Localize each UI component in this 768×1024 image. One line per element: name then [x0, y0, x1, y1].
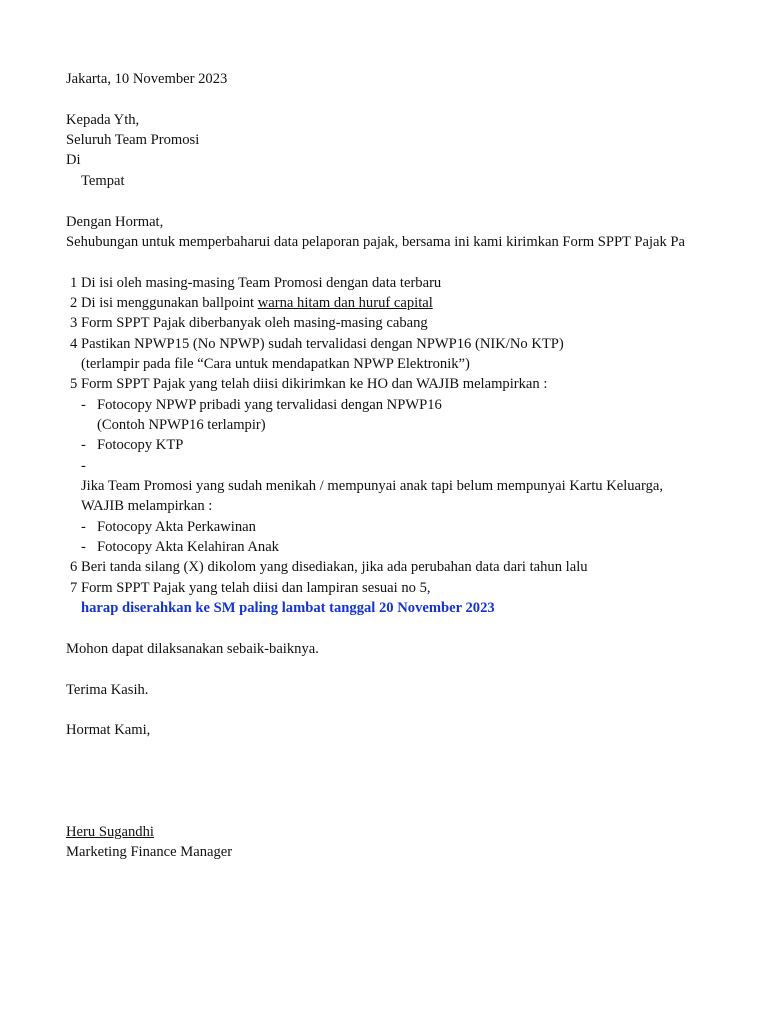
sub-item-npwp-note: (Contoh NPWP16 terlampir) [97, 417, 266, 433]
recipient-salutation: Kepada Yth, [66, 112, 140, 128]
intro-paragraph: Sehubungan untuk memperbaharui data pelaporan pajak, bersama ini kami kirimkan Form SPPT Pajak Pa [66, 234, 686, 250]
married-condition-line-1: Jika Team Promosi yang sudah menikah / mempunyai anak tapi belum mempunyai Kartu Keluarga, [81, 478, 664, 494]
recipient-name: Seluruh Team Promosi [66, 132, 200, 148]
recipient-tempat: Tempat [81, 173, 125, 189]
item-1-number: 1 [70, 275, 78, 291]
married-condition-line-2: WAJIB melampirkan : [81, 498, 213, 514]
item-3-number: 3 [70, 315, 78, 331]
item-4-note: (terlampir pada file “Cara untuk mendapatkan NPWP Elektronik”) [81, 356, 470, 372]
closing-request: Mohon dapat dilaksanakan sebaik-baiknya. [66, 641, 319, 657]
item-4-text: Pastikan NPWP15 (No NPWP) sudah tervalidasi dengan NPWP16 (NIK/No KTP) [81, 336, 564, 352]
closing-regards: Hormat Kami, [66, 722, 151, 738]
place-date: Jakarta, 10 November 2023 [66, 71, 228, 87]
item-7-number: 7 [70, 580, 78, 596]
sub-item-ktp: Fotocopy KTP [97, 437, 184, 453]
signer-title: Marketing Finance Manager [66, 844, 233, 860]
greeting: Dengan Hormat, [66, 214, 164, 230]
item-7-text: Form SPPT Pajak yang telah diisi dan lampiran sesuai no 5, [81, 580, 431, 596]
item-2-line [81, 293, 433, 313]
item-2-underlined-text: warna hitam dan huruf capital [257, 295, 433, 311]
deadline-notice: harap diserahkan ke SM paling lambat tanggal 20 November 2023 [81, 600, 495, 616]
item-5-text: Form SPPT Pajak yang telah diisi dikirimkan ke HO dan WAJIB melampirkan : [81, 376, 548, 392]
sub-item-akta-perkawinan: Fotocopy Akta Perkawinan [97, 519, 256, 535]
sub-dash: - [81, 539, 86, 555]
signer-name: Heru Sugandhi [66, 824, 154, 840]
sub-dash: - [81, 458, 86, 474]
sub-dash: - [81, 437, 86, 453]
sub-item-akta-kelahiran: Fotocopy Akta Kelahiran Anak [97, 539, 279, 555]
item-1-text: Di isi oleh masing-masing Team Promosi dengan data terbaru [81, 275, 442, 291]
item-6-text: Beri tanda silang (X) dikolom yang disediakan, jika ada perubahan data dari tahun lalu [81, 559, 588, 575]
sub-item-npwp: Fotocopy NPWP pribadi yang tervalidasi dengan NPWP16 [97, 397, 442, 413]
item-4-number: 4 [70, 336, 78, 352]
sub-dash: - [81, 519, 86, 535]
item-2-text: Di isi menggunakan ballpoint [81, 295, 258, 311]
recipient-di: Di [66, 152, 81, 168]
item-6-number: 6 [70, 559, 78, 575]
item-5-number: 5 [70, 376, 78, 392]
item-3-text: Form SPPT Pajak diberbanyak oleh masing-masing cabang [81, 315, 428, 331]
sub-dash: - [81, 397, 86, 413]
item-2-number: 2 [70, 295, 78, 311]
closing-thanks: Terima Kasih. [66, 682, 149, 698]
